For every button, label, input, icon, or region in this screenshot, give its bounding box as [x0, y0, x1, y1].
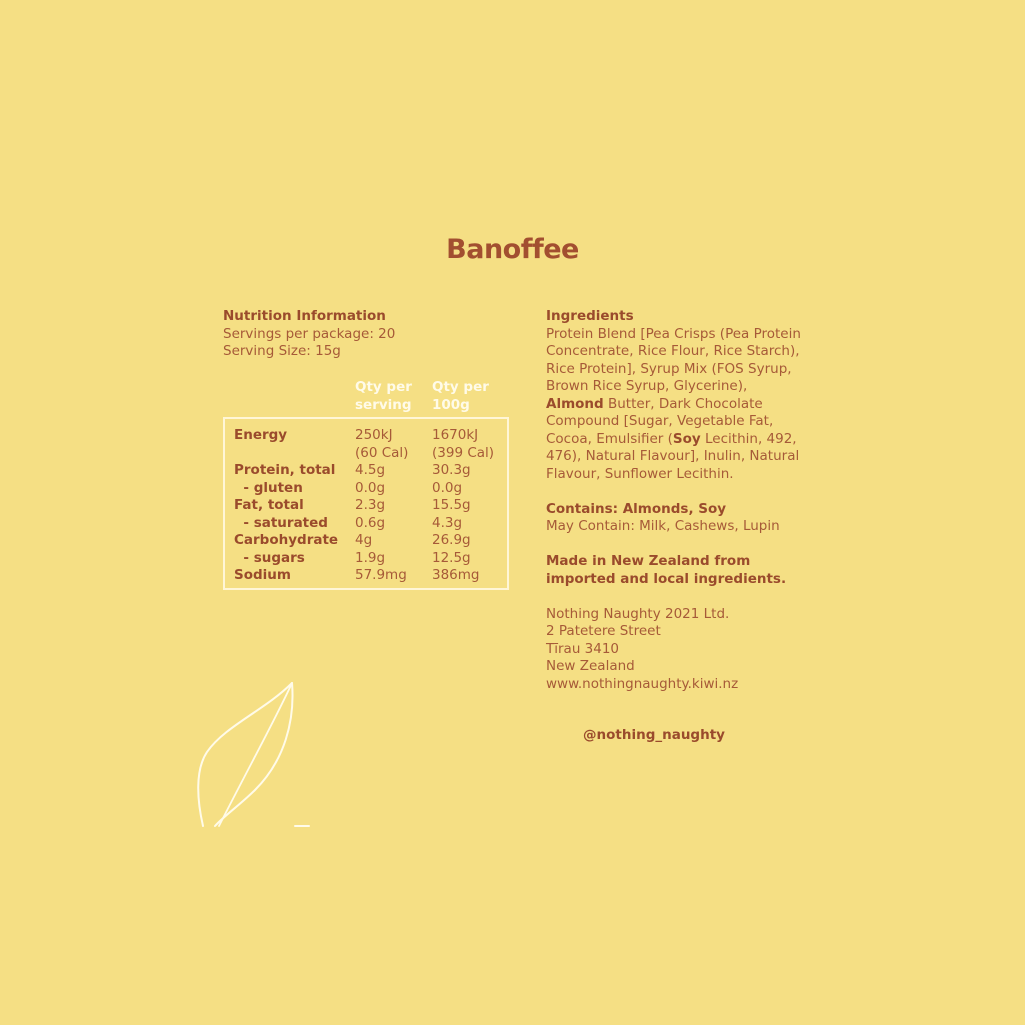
nutrition-heading: Nutrition Information [223, 308, 386, 324]
ingredients-list [546, 326, 806, 484]
nutrition-info [223, 308, 523, 361]
nutrient-name: Fat, total [234, 497, 304, 513]
contains-statement: Contains: Almonds, Soy [546, 500, 727, 517]
allergen-soy: Soy [672, 430, 701, 447]
nutrient-name: Protein, total [234, 462, 336, 478]
per-serving-value: 4g [355, 532, 373, 548]
ingredients-text: Lecithin, 492, 476), Natural Flavour], Inulin, Natural Flavour, Sunflower Lecithin. [546, 430, 800, 482]
serving-size: Serving Size: 15g [223, 343, 341, 359]
website-link[interactable]: www.nothingnaughty.kiwi.nz [546, 675, 739, 692]
allergen-almond: Almond [546, 395, 604, 412]
ingredients-heading: Ingredients [546, 308, 634, 324]
per-100g-value: 4.3g [432, 514, 463, 531]
made-in-line: Made in New Zealand from [546, 553, 751, 569]
column-header-per-serving [355, 379, 425, 414]
leaf-icon [195, 680, 325, 830]
column-header-text: Qty per [432, 379, 489, 395]
per-serving-value: (60 Cal) [355, 444, 409, 461]
per-serving-value: 4.5g [355, 462, 386, 478]
social-handle[interactable]: @nothing_naughty [583, 727, 725, 743]
per-serving-value: 1.9g [355, 549, 386, 566]
address-town: Tīrau 3410 [546, 640, 620, 657]
made-in-line: imported and local ingredients. [546, 570, 787, 587]
per-serving-value: 57.9mg [355, 567, 407, 583]
nutrient-name: - saturated [234, 514, 328, 531]
column-header-text: Qty per [355, 379, 412, 395]
per-100g-value: 1670kJ [432, 427, 479, 443]
per-100g-value: 30.3g [432, 462, 471, 478]
column-header-per-100g [432, 379, 502, 414]
per-100g-value: (399 Cal) [432, 444, 495, 461]
per-serving-value: 250kJ [355, 427, 393, 443]
nutrient-name: Carbohydrate [234, 532, 339, 548]
nutrition-table [223, 417, 509, 590]
per-100g-value: 15.5g [432, 497, 471, 513]
address-street: 2 Patetere Street [546, 623, 661, 639]
nutrient-name: Energy [234, 427, 288, 443]
company-name: Nothing Naughty 2021 Ltd. [546, 605, 730, 622]
product-title: Banoffee [446, 234, 579, 265]
ingredients-column [546, 308, 806, 693]
nutrient-name: - sugars [234, 549, 305, 566]
per-serving-value: 2.3g [355, 497, 386, 513]
per-100g-value: 26.9g [432, 532, 471, 548]
ingredients-text: Butter, Dark Chocolate Compound [Sugar, Vegetable Fat, Cocoa, Emulsifier ( [546, 395, 774, 447]
per-100g-value: 12.5g [432, 549, 471, 566]
per-serving-value: 0.6g [355, 514, 386, 531]
may-contain-statement: May Contain: Milk, Cashews, Lupin [546, 518, 780, 534]
column-header-text: serving [355, 396, 412, 413]
per-100g-value: 0.0g [432, 479, 463, 496]
ingredients-text: Protein Blend [Pea Crisps (Pea Protein Concentrate, Rice Flour, Rice Starch), Rice Protein], Syrup Mix (FOS Syrup, Brown Rice Syrup, Glycerine), [546, 325, 801, 394]
nutrient-name: - gluten [234, 479, 303, 496]
column-header-text: 100g [432, 396, 470, 413]
address-country: New Zealand [546, 658, 635, 674]
per-100g-value: 386mg [432, 567, 480, 583]
nutrient-name: Sodium [234, 567, 291, 583]
per-serving-value: 0.0g [355, 479, 386, 496]
servings-per-package: Servings per package: 20 [223, 325, 396, 342]
